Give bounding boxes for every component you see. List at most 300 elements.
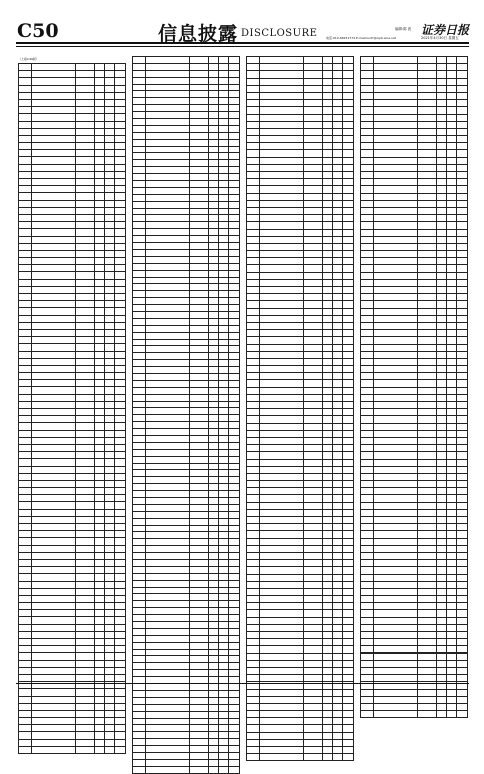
table-cell [228, 408, 239, 415]
table-row [247, 660, 354, 667]
table-cell [228, 105, 239, 112]
table-row [247, 107, 354, 114]
table-cell [133, 442, 146, 449]
table-cell [114, 394, 125, 401]
table-cell [332, 660, 342, 667]
table-row [361, 107, 468, 114]
table-row [19, 739, 126, 746]
table-cell [332, 64, 342, 71]
table-cell [104, 243, 114, 250]
table-cell [247, 107, 260, 114]
table-row [19, 732, 126, 739]
table-cell [456, 150, 467, 157]
table-cell [32, 495, 76, 502]
table-row [247, 287, 354, 294]
table-cell [218, 656, 228, 663]
table-cell [417, 588, 436, 595]
table-row [133, 291, 240, 298]
table-cell [19, 473, 32, 480]
table-cell [332, 143, 342, 150]
table-cell [303, 739, 322, 746]
table-cell [75, 595, 94, 602]
table-cell [361, 517, 374, 524]
table-cell [208, 153, 218, 160]
table-row [133, 704, 240, 711]
table-cell [332, 373, 342, 380]
table-cell [19, 236, 32, 243]
table-cell [75, 524, 94, 531]
table-cell [228, 518, 239, 525]
table-cell [32, 315, 76, 322]
table-cell [260, 488, 304, 495]
table-cell [104, 624, 114, 631]
table-row [19, 373, 126, 380]
table-cell [247, 488, 260, 495]
table-cell [322, 617, 332, 624]
table-cell [75, 179, 94, 186]
table-cell [32, 545, 76, 552]
table-cell [342, 107, 353, 114]
table-cell [260, 653, 304, 660]
table-cell [32, 214, 76, 221]
table-cell [342, 552, 353, 559]
table-cell [374, 531, 418, 538]
table-cell [361, 574, 374, 581]
table-row [247, 725, 354, 732]
table-cell [260, 675, 304, 682]
table-row [19, 452, 126, 459]
table-cell [332, 481, 342, 488]
table-cell [146, 270, 190, 277]
table-cell [228, 332, 239, 339]
table-cell [94, 92, 104, 99]
table-row [361, 215, 468, 222]
table-cell [133, 566, 146, 573]
table-cell [446, 358, 456, 365]
table-cell [218, 353, 228, 360]
table-cell [446, 437, 456, 444]
table-cell [361, 689, 374, 696]
table-cell [75, 545, 94, 552]
table-cell [342, 754, 353, 761]
table-cell [208, 125, 218, 132]
table-cell [104, 236, 114, 243]
table-row [133, 57, 240, 64]
table-cell [208, 539, 218, 546]
table-cell [374, 703, 418, 710]
table-row [19, 559, 126, 566]
table-cell [114, 473, 125, 480]
table-cell [322, 653, 332, 660]
table-cell [456, 509, 467, 516]
table-cell [75, 265, 94, 272]
table-cell [208, 408, 218, 415]
table-cell [228, 739, 239, 746]
table-cell [189, 229, 208, 236]
table-cell [189, 77, 208, 84]
table-cell [303, 251, 322, 258]
table-cell [114, 301, 125, 308]
table-cell [247, 207, 260, 214]
table-cell [228, 697, 239, 704]
table-cell [322, 215, 332, 222]
table-cell [189, 353, 208, 360]
table-cell [218, 112, 228, 119]
table-cell [146, 57, 190, 64]
table-row [133, 222, 240, 229]
table-cell [228, 119, 239, 126]
table-cell [133, 456, 146, 463]
table-cell [361, 358, 374, 365]
table-cell [208, 504, 218, 511]
table-cell [133, 525, 146, 532]
table-cell [208, 249, 218, 256]
table-cell [417, 402, 436, 409]
table-cell [260, 172, 304, 179]
table-cell [417, 574, 436, 581]
table-cell [208, 146, 218, 153]
table-cell [218, 263, 228, 270]
table-cell [456, 258, 467, 265]
table-cell [208, 442, 218, 449]
table-cell [32, 409, 76, 416]
table-row [133, 628, 240, 635]
table-cell [374, 215, 418, 222]
table-cell [208, 401, 218, 408]
table-cell [247, 538, 260, 545]
table-cell [228, 387, 239, 394]
date-line: 2021年4月30日 星期五 [421, 36, 459, 40]
table-cell [146, 70, 190, 77]
table-cell [417, 502, 436, 509]
table-cell [374, 560, 418, 567]
table-cell [75, 78, 94, 85]
table-cell [436, 380, 446, 387]
table-cell [260, 509, 304, 516]
table-cell [332, 624, 342, 631]
table-cell [133, 746, 146, 753]
table-cell [446, 380, 456, 387]
table-cell [114, 214, 125, 221]
table-cell [218, 435, 228, 442]
table-cell [208, 119, 218, 126]
table-cell [322, 610, 332, 617]
table-cell [247, 236, 260, 243]
table-cell [228, 670, 239, 677]
table-cell [19, 229, 32, 236]
table-cell [189, 318, 208, 325]
table-cell [322, 459, 332, 466]
table-cell [446, 128, 456, 135]
table-cell [133, 291, 146, 298]
table-cell [446, 545, 456, 552]
table-cell [133, 215, 146, 222]
table-cell [332, 315, 342, 322]
table-cell [189, 518, 208, 525]
table-cell [189, 215, 208, 222]
table-cell [456, 703, 467, 710]
table-cell [342, 517, 353, 524]
table-row [361, 71, 468, 78]
table-cell [342, 437, 353, 444]
table-cell [189, 339, 208, 346]
table-cell [114, 703, 125, 710]
table-cell [342, 509, 353, 516]
table-cell [446, 603, 456, 610]
table-cell [332, 588, 342, 595]
table-cell [446, 193, 456, 200]
table-cell [133, 160, 146, 167]
table-cell [146, 243, 190, 250]
table-cell [146, 167, 190, 174]
table-cell [208, 367, 218, 374]
table-cell [303, 567, 322, 574]
table-cell [104, 559, 114, 566]
table-cell [374, 229, 418, 236]
table-cell [322, 718, 332, 725]
table-cell [189, 766, 208, 773]
table-cell [104, 639, 114, 646]
table-cell [104, 71, 114, 78]
table-cell [19, 502, 32, 509]
table-row [247, 136, 354, 143]
table-cell [94, 351, 104, 358]
table-cell [208, 325, 218, 332]
table-cell [218, 201, 228, 208]
table-row [133, 215, 240, 222]
table-cell [75, 114, 94, 121]
table-cell [228, 594, 239, 601]
table-cell [446, 366, 456, 373]
table-row [361, 179, 468, 186]
table-cell [228, 291, 239, 298]
table-cell [133, 194, 146, 201]
table-cell [303, 703, 322, 710]
table-cell [133, 580, 146, 587]
table-cell [456, 164, 467, 171]
table-column-3 [246, 56, 354, 678]
table-cell [189, 408, 208, 415]
table-cell [104, 365, 114, 372]
table-cell [260, 344, 304, 351]
table-cell [436, 581, 446, 588]
table-row [247, 409, 354, 416]
table-cell [208, 525, 218, 532]
table-cell [133, 415, 146, 422]
table-row [247, 251, 354, 258]
table-cell [436, 121, 446, 128]
table-cell [342, 524, 353, 531]
table-cell [260, 215, 304, 222]
table-cell [342, 481, 353, 488]
table-cell [228, 201, 239, 208]
table-cell [332, 344, 342, 351]
table-cell [342, 409, 353, 416]
table-cell [436, 703, 446, 710]
table-cell [417, 689, 436, 696]
table-cell [303, 344, 322, 351]
table-cell [342, 330, 353, 337]
table-row [19, 380, 126, 387]
table-cell [19, 344, 32, 351]
table-cell [361, 258, 374, 265]
table-cell [189, 573, 208, 580]
table-cell [446, 207, 456, 214]
table-cell [189, 539, 208, 546]
table-cell [342, 279, 353, 286]
table-cell [247, 229, 260, 236]
table-cell [19, 200, 32, 207]
table-cell [19, 437, 32, 444]
table-cell [114, 200, 125, 207]
table-cell [146, 298, 190, 305]
table-cell [374, 157, 418, 164]
table-cell [146, 325, 190, 332]
table-cell [114, 387, 125, 394]
table-cell [228, 146, 239, 153]
table-cell [361, 143, 374, 150]
table-cell [133, 353, 146, 360]
table-cell [260, 610, 304, 617]
table-cell [75, 610, 94, 617]
table-cell [228, 684, 239, 691]
table-cell [94, 71, 104, 78]
table-cell [218, 70, 228, 77]
table-cell [436, 294, 446, 301]
table-cell [247, 437, 260, 444]
table-cell [417, 538, 436, 545]
table-row [361, 452, 468, 459]
table-cell [133, 463, 146, 470]
table-cell [19, 409, 32, 416]
table-row [19, 674, 126, 681]
table-cell [146, 697, 190, 704]
table-cell [332, 495, 342, 502]
table-cell [133, 504, 146, 511]
table-cell [32, 365, 76, 372]
table-cell [374, 509, 418, 516]
table-cell [361, 92, 374, 99]
table-row [247, 92, 354, 99]
table-row [133, 70, 240, 77]
table-cell [19, 380, 32, 387]
table-cell [189, 401, 208, 408]
table-cell [19, 365, 32, 372]
table-cell [374, 279, 418, 286]
table-cell [32, 222, 76, 229]
table-cell [104, 294, 114, 301]
table-cell [146, 201, 190, 208]
table-row [361, 711, 468, 718]
table-row [361, 193, 468, 200]
table-cell [133, 622, 146, 629]
table-row [361, 236, 468, 243]
table-cell [189, 477, 208, 484]
table-cell [32, 150, 76, 157]
table-cell [417, 632, 436, 639]
table-row [133, 470, 240, 477]
table-cell [446, 459, 456, 466]
table-cell [218, 277, 228, 284]
table-cell [133, 408, 146, 415]
table-cell [322, 430, 332, 437]
table-cell [189, 594, 208, 601]
table-cell [19, 401, 32, 408]
table-cell [322, 258, 332, 265]
table-cell [146, 594, 190, 601]
table-cell [260, 121, 304, 128]
table-cell [260, 164, 304, 171]
table-cell [114, 258, 125, 265]
table-cell [374, 128, 418, 135]
table-cell [189, 263, 208, 270]
table-cell [322, 473, 332, 480]
table-cell [133, 532, 146, 539]
table-cell [228, 284, 239, 291]
table-row [361, 351, 468, 358]
table-cell [114, 272, 125, 279]
table-cell [94, 574, 104, 581]
table-cell [114, 380, 125, 387]
table-cell [332, 718, 342, 725]
table-cell [446, 265, 456, 272]
table-cell [436, 488, 446, 495]
table-cell [332, 100, 342, 107]
table-row [361, 265, 468, 272]
table-row [133, 642, 240, 649]
table-cell [104, 337, 114, 344]
table-cell [247, 243, 260, 250]
table-cell [260, 459, 304, 466]
table-cell [94, 710, 104, 717]
page-number: C50 [17, 20, 59, 42]
table-cell [208, 277, 218, 284]
table-cell [104, 653, 114, 660]
table-cell [322, 545, 332, 552]
table-cell [342, 667, 353, 674]
table-cell [417, 409, 436, 416]
table-row [19, 265, 126, 272]
table-cell [32, 631, 76, 638]
table-cell [361, 114, 374, 121]
table-row [247, 200, 354, 207]
table-cell [32, 143, 76, 150]
table-cell [32, 502, 76, 509]
table-cell [208, 642, 218, 649]
table-cell [361, 617, 374, 624]
table-cell [247, 251, 260, 258]
table-cell [322, 186, 332, 193]
table-cell [446, 222, 456, 229]
table-cell [247, 294, 260, 301]
table-cell [208, 84, 218, 91]
table-cell [19, 746, 32, 753]
table-cell [247, 531, 260, 538]
table-cell [94, 365, 104, 372]
table-row [133, 449, 240, 456]
table-cell [228, 732, 239, 739]
table-cell [228, 187, 239, 194]
table-cell [247, 739, 260, 746]
table-cell [19, 423, 32, 430]
table-cell [436, 287, 446, 294]
table-cell [218, 491, 228, 498]
table-cell [417, 473, 436, 480]
table-cell [146, 256, 190, 263]
table-cell [146, 628, 190, 635]
table-cell [361, 416, 374, 423]
table-cell [332, 560, 342, 567]
